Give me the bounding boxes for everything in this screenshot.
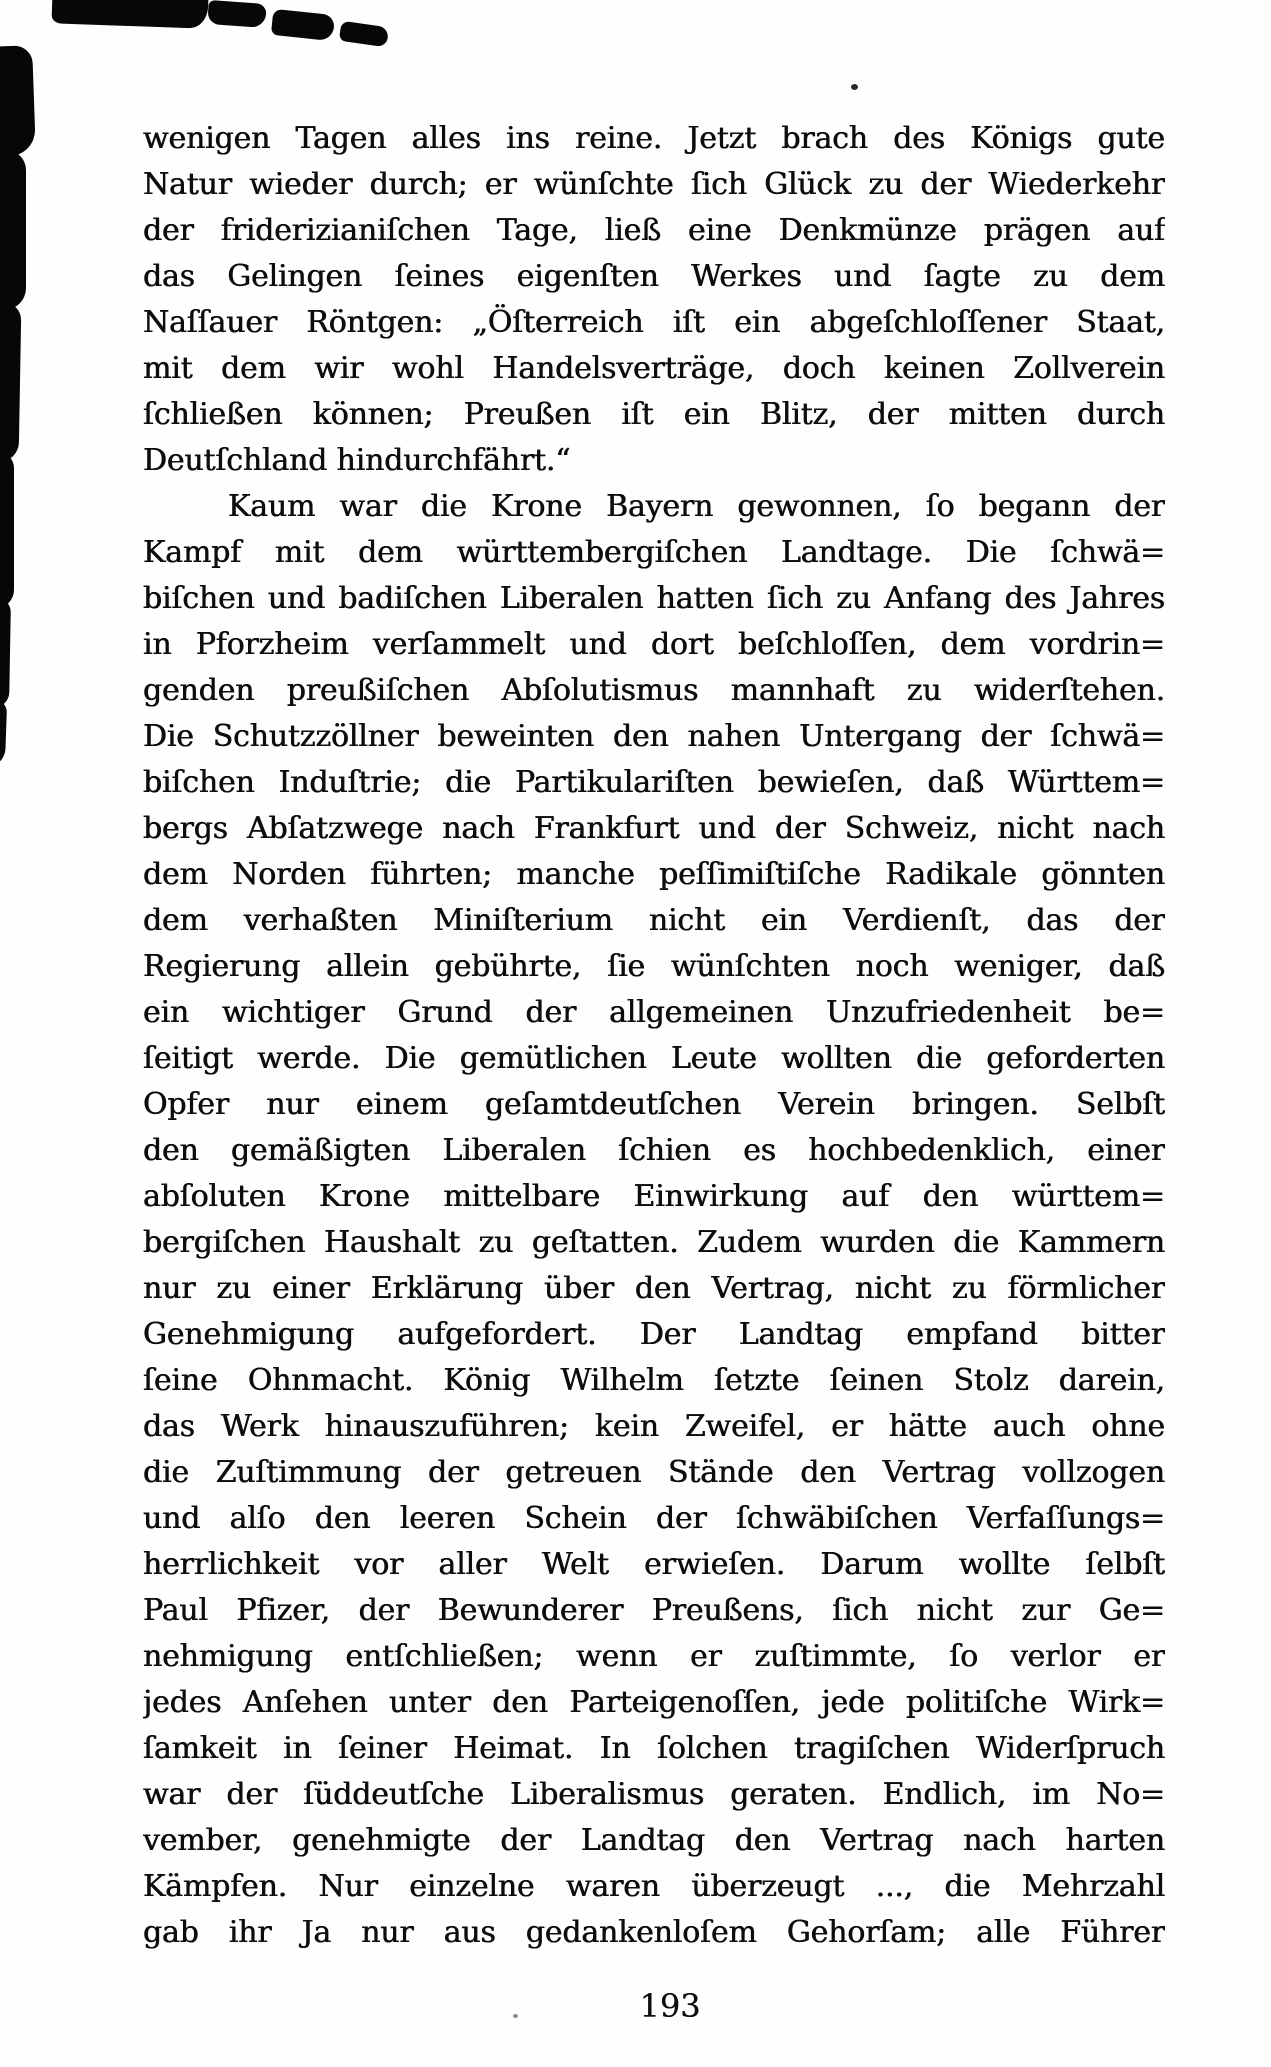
scan-artifact-top <box>207 0 267 28</box>
text-line: dem Norden führten; manche peſſimiſtiſche Radikale gönnten <box>143 857 1165 892</box>
text-line: vember, genehmigte der Landtag den Vertrag nach harten <box>143 1823 1165 1858</box>
text-line: die Zuſtimmung der getreuen Stände den Vertrag vollzogen <box>143 1455 1165 1490</box>
scan-artifact-left-edge <box>0 45 36 156</box>
scan-speck <box>513 2014 518 2018</box>
text-line: bergiſchen Haushalt zu geſtatten. Zudem wurden die Kammern <box>143 1225 1165 1260</box>
text-line: in Pforzheim verſammelt und dort beſchloſſen, dem vordrin= <box>143 627 1165 662</box>
text-line: Die Schutzzöllner beweinten den nahen Untergang der ſchwä= <box>143 719 1165 754</box>
text-line: Regierung allein gebührte, ſie wünſchten noch weniger, daß <box>143 949 1165 984</box>
text-line: ſeitigt werde. Die gemütlichen Leute wollten die geforderten <box>143 1041 1165 1076</box>
text-line-paragraph-start: Kaum war die Krone Bayern gewonnen, ſo begann der <box>228 489 1165 524</box>
text-line: Kampf mit dem württembergiſchen Landtage. Die ſchwä= <box>143 535 1165 570</box>
scan-artifact-left-edge <box>0 302 21 463</box>
text-line: ein wichtiger Grund der allgemeinen Unzufriedenheit be= <box>143 995 1165 1030</box>
text-line: und alſo den leeren Schein der ſchwäbiſchen Verfaſſungs= <box>143 1501 1165 1536</box>
text-line: wenigen Tagen alles ins reine. Jetzt brach des Königs gute <box>143 121 1165 156</box>
text-block <box>143 116 1165 1956</box>
scan-artifact-left-edge <box>0 700 7 769</box>
text-line: biſchen und badiſchen Liberalen hatten ſich zu Anfang des Jahres <box>143 581 1165 616</box>
text-line: nur zu einer Erklärung über den Vertrag, nicht zu förmlicher <box>143 1271 1165 1306</box>
text-line: biſchen Induſtrie; die Partikulariſten bewieſen, daß Württem= <box>143 765 1165 800</box>
text-line: gab ihr Ja nur aus gedankenloſem Gehorſam; alle Führer <box>143 1915 1165 1950</box>
text-line: abſoluten Krone mittelbare Einwirkung auf den württem= <box>143 1179 1165 1214</box>
scan-artifact-top <box>271 9 335 41</box>
scan-artifact-left-edge <box>0 598 11 708</box>
text-line: Opfer nur einem geſamtdeutſchen Verein bringen. Selbſt <box>143 1087 1165 1122</box>
text-line: herrlichkeit vor aller Welt erwieſen. Darum wollte ſelbſt <box>143 1547 1165 1582</box>
text-line: Naſſauer Röntgen: „Öſterreich iſt ein abgeſchloſſener Staat, <box>143 305 1165 340</box>
scan-artifact-top <box>51 0 208 29</box>
scan-artifact-top <box>339 21 389 47</box>
text-line: Paul Pfizer, der Bewunderer Preußens, ſich nicht zur Ge= <box>143 1593 1165 1628</box>
text-line: ſeine Ohnmacht. König Wilhelm ſetzte ſeinen Stolz darein, <box>143 1363 1165 1398</box>
text-line: genden preußiſchen Abſolutismus mannhaft zu widerſtehen. <box>143 673 1165 708</box>
text-line: das Gelingen ſeines eigenſten Werkes und ſagte zu dem <box>143 259 1165 294</box>
text-line: der friderizianiſchen Tage, ließ eine Denkmünze prägen auf <box>143 213 1165 248</box>
scan-artifact-left-edge <box>0 452 14 608</box>
text-line: jedes Anſehen unter den Parteigenoſſen, jede politiſche Wirk= <box>143 1685 1165 1720</box>
text-line: Kämpfen. Nur einzelne waren überzeugt ..., die Mehrzahl <box>143 1869 1165 1904</box>
text-line: ſamkeit in ſeiner Heimat. In ſolchen tragiſchen Widerſpruch <box>143 1731 1165 1766</box>
scan-speck <box>851 84 858 90</box>
text-line: dem verhaßten Miniſterium nicht ein Verdienſt, das der <box>143 903 1165 938</box>
text-line: war der ſüddeutſche Liberalismus geraten. Endlich, im No= <box>143 1777 1165 1812</box>
text-line: das Werk hinauszuführen; kein Zweifel, er hätte auch ohne <box>143 1409 1165 1444</box>
text-line: ſchließen können; Preußen iſt ein Blitz, der mitten durch <box>143 397 1165 432</box>
page-number: 193 <box>639 1987 701 2025</box>
scan-artifact-left-edge <box>0 150 26 310</box>
text-line: den gemäßigten Liberalen ſchien es hochbedenklich, einer <box>143 1133 1165 1168</box>
text-line: mit dem wir wohl Handelsverträge, doch keinen Zollverein <box>143 351 1165 386</box>
text-line: nehmigung entſchließen; wenn er zuſtimmte, ſo verlor er <box>143 1639 1165 1674</box>
text-line: Genehmigung aufgefordert. Der Landtag empfand bitter <box>143 1317 1165 1352</box>
text-line: bergs Abſatzwege nach Frankfurt und der Schweiz, nicht nach <box>143 811 1165 846</box>
text-line-paragraph-end: Deutſchland hindurchfährt.“ <box>143 443 571 478</box>
text-line: Natur wieder durch; er wünſchte ſich Glück zu der Wiederkehr <box>143 167 1165 202</box>
